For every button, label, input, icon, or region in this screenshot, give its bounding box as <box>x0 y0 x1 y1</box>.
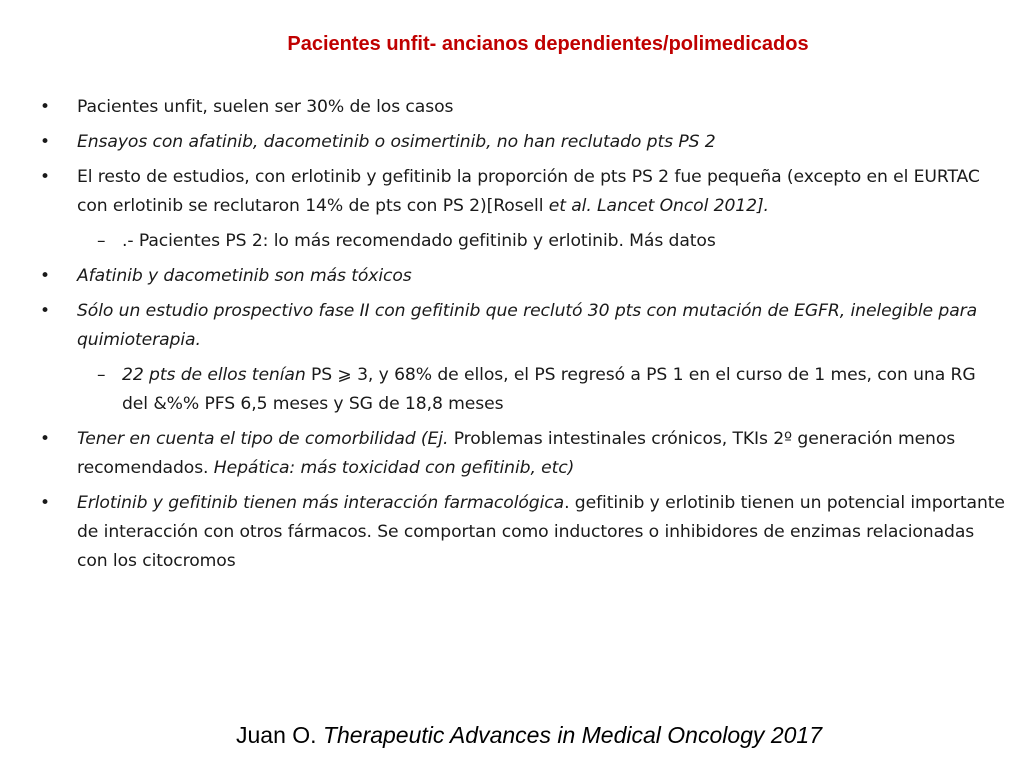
bullet-list <box>40 93 1005 582</box>
list-item <box>40 262 1005 291</box>
item-text: Pacientes unfit, suelen ser 30% de los casos <box>77 97 454 117</box>
item-text-italic: Lancet Oncol 2012]. <box>591 196 769 216</box>
citation-footer <box>236 722 822 749</box>
dash-marker: – <box>97 231 106 251</box>
item-text: PS ⩾ 3, y 68% de ellos, el PS regresó a PS 1 en el curso de 1 mes, con una RG del &%% PFS 6,5 meses y SG de 18,8 meses <box>122 365 976 414</box>
bullet-marker: • <box>40 266 50 286</box>
bullet-marker: • <box>40 429 50 449</box>
item-text: .- Pacientes PS 2: lo más recomendado gefitinib y erlotinib. Más datos <box>122 231 716 251</box>
slide-title: Pacientes unfit- ancianos dependientes/polimedicados <box>287 33 809 55</box>
citation-journal: Therapeutic Advances in Medical Oncology 2017 <box>322 722 822 748</box>
item-text-italic: 22 pts de ellos tenían <box>122 365 306 385</box>
item-text-italic: Hepática: más toxicidad con gefitinib, etc) <box>213 458 575 478</box>
bullet-marker: • <box>40 493 50 513</box>
item-text: Afatinib y dacometinib son más tóxicos <box>77 266 412 286</box>
bullet-marker: • <box>40 132 50 152</box>
list-item <box>40 128 1005 157</box>
item-text-italic: Tener en cuenta el tipo de comorbilidad (Ej. <box>77 429 449 449</box>
bullet-marker: • <box>40 167 50 187</box>
list-item <box>40 93 1005 122</box>
item-text: Problemas intestinales crónicos, TKIs 2º generación menos recomendados. <box>77 429 956 478</box>
item-text: Ensayos con afatinib, dacometinib o osimertinib, no han reclutado pts PS 2 <box>77 132 716 152</box>
list-item <box>40 489 1005 576</box>
item-text: El resto de estudios, con erlotinib y gefitinib la proporción de pts PS 2 fue pequeña (excepto en el EURTAC con erlotinib se reclutaron 14% de pts con PS 2)[Rosell <box>77 167 980 216</box>
sub-list-item <box>40 361 1005 419</box>
item-text: . gefitinib y erlotinib tienen un potencial importante de interacción con otros fármacos. Se comportan como inductores o inhibidores de enzimas relacionadas con los citocromos <box>77 493 1005 571</box>
item-text-italic: et al. <box>548 196 592 216</box>
item-text: Sólo un estudio prospectivo fase II con gefitinib que reclutó 30 pts con mutación de EGFR, inelegible para quimioterapia. <box>77 301 978 350</box>
sub-list-item <box>40 227 1005 256</box>
list-item <box>40 163 1005 221</box>
bullet-marker: • <box>40 97 50 117</box>
item-text-italic: Erlotinib y gefitinib tienen más interacción farmacológica <box>77 493 565 513</box>
dash-marker: – <box>97 365 106 385</box>
bullet-marker: • <box>40 301 50 321</box>
citation-author: Juan O. <box>236 722 323 748</box>
list-item <box>40 297 1005 355</box>
list-item <box>40 425 1005 483</box>
